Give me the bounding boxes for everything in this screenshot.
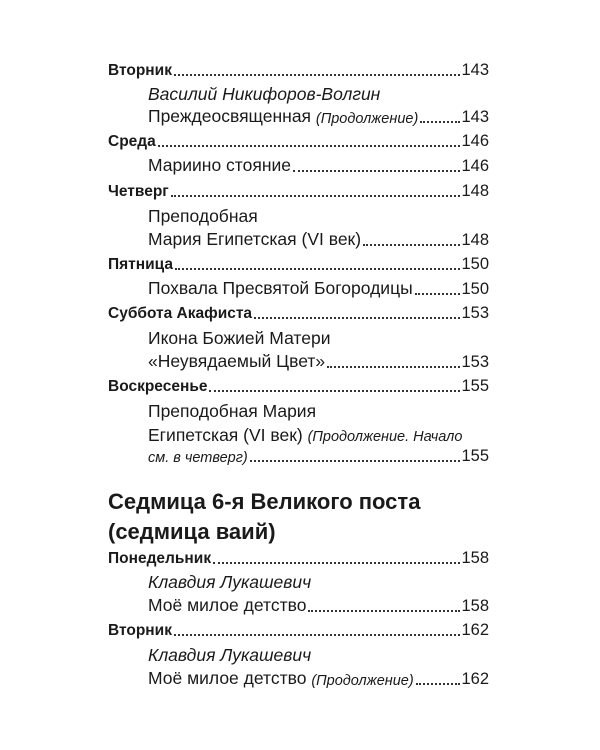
- dot-leader: [213, 562, 460, 564]
- page-number: 158: [461, 549, 489, 567]
- entry-note: (Продолжение): [311, 673, 414, 689]
- entry-title: Моё милое детство: [148, 595, 307, 615]
- entry-title: Египетская (VI век): [148, 425, 303, 445]
- dot-leader: [420, 121, 460, 123]
- dot-leader: [171, 195, 461, 197]
- page-number: 153: [461, 353, 489, 371]
- entry-title: Мария Египетская (VI век): [148, 229, 362, 249]
- toc-entry[interactable]: [148, 668, 489, 689]
- entry-title: Похвала Пресвятой Богородицы: [148, 278, 413, 298]
- dot-leader: [250, 460, 461, 462]
- day-label: Вторник: [108, 62, 172, 79]
- page-number: 150: [461, 280, 489, 298]
- day-label: Суббота Акафиста: [108, 305, 253, 322]
- toc-entry[interactable]: [148, 447, 489, 466]
- toc-day-sunday[interactable]: [108, 377, 489, 396]
- toc-day-thursday[interactable]: [108, 182, 489, 201]
- day-label: Пятница: [108, 256, 174, 273]
- section-heading-line1: Седмица 6-я Великого поста: [108, 489, 421, 514]
- dot-leader: [254, 317, 460, 319]
- toc-author: Клавдия Лукашевич: [148, 645, 312, 665]
- toc-day-tuesday-2[interactable]: [108, 621, 489, 640]
- page-number: 162: [461, 670, 489, 688]
- entry-title: «Неувядаемый Цвет»: [148, 351, 326, 371]
- dot-leader: [174, 634, 461, 636]
- page-number: 162: [461, 621, 489, 639]
- day-label: Понедельник: [108, 550, 212, 567]
- day-label: Вторник: [108, 622, 172, 639]
- toc-entry-line: Преподобная Мария: [148, 401, 317, 421]
- toc-entry[interactable]: [148, 278, 489, 299]
- toc-entry[interactable]: [148, 106, 489, 127]
- page-number: 150: [461, 255, 489, 273]
- toc-entry[interactable]: [148, 155, 489, 176]
- page-number: 146: [461, 132, 489, 150]
- toc-day-tuesday[interactable]: [108, 61, 489, 80]
- page-number: 143: [461, 108, 489, 126]
- page-number: 153: [461, 304, 489, 322]
- toc-entry-line: Преподобная: [148, 206, 258, 226]
- toc-day-wednesday[interactable]: [108, 132, 489, 151]
- dot-leader: [327, 366, 460, 368]
- dot-leader: [308, 610, 460, 612]
- dot-leader: [415, 293, 461, 295]
- toc-day-friday[interactable]: [108, 255, 489, 274]
- toc-author: Василий Никифоров-Волгин: [148, 84, 381, 104]
- dot-leader: [174, 74, 461, 76]
- day-label: Среда: [108, 133, 156, 150]
- page-number: 148: [461, 182, 489, 200]
- toc-author: Клавдия Лукашевич: [148, 572, 312, 592]
- entry-title: Моё милое детство: [148, 668, 307, 688]
- dot-leader: [416, 683, 461, 685]
- day-label: Воскресенье: [108, 378, 208, 395]
- toc-entry[interactable]: [148, 351, 489, 372]
- day-label: Четверг: [108, 183, 169, 200]
- section-heading-line2: (седмица ваий): [108, 519, 276, 544]
- dot-leader: [158, 145, 461, 147]
- page-number: 158: [461, 597, 489, 615]
- toc-entry[interactable]: [148, 595, 489, 616]
- page-number: 146: [461, 157, 489, 175]
- page-number: 155: [461, 447, 489, 465]
- entry-note: см. в четверг): [148, 450, 248, 466]
- entry-note: (Продолжение): [315, 111, 419, 127]
- page-number: 155: [461, 377, 489, 395]
- page-number: 143: [461, 61, 489, 79]
- page-number: 148: [461, 231, 489, 249]
- dot-leader: [175, 268, 460, 270]
- dot-leader: [363, 244, 460, 246]
- toc-entry-line: [148, 425, 489, 446]
- toc-entry[interactable]: [148, 229, 489, 250]
- entry-title: Преждеосвященная: [148, 106, 312, 126]
- toc-day-saturday[interactable]: [108, 304, 489, 323]
- toc-day-monday[interactable]: [108, 549, 489, 568]
- entry-title: Мариино стояние: [148, 155, 291, 175]
- dot-leader: [209, 390, 460, 392]
- entry-note: (Продолжение. Начало: [307, 429, 463, 445]
- toc-entry-line: Икона Божией Матери: [148, 328, 331, 348]
- dot-leader: [293, 170, 460, 172]
